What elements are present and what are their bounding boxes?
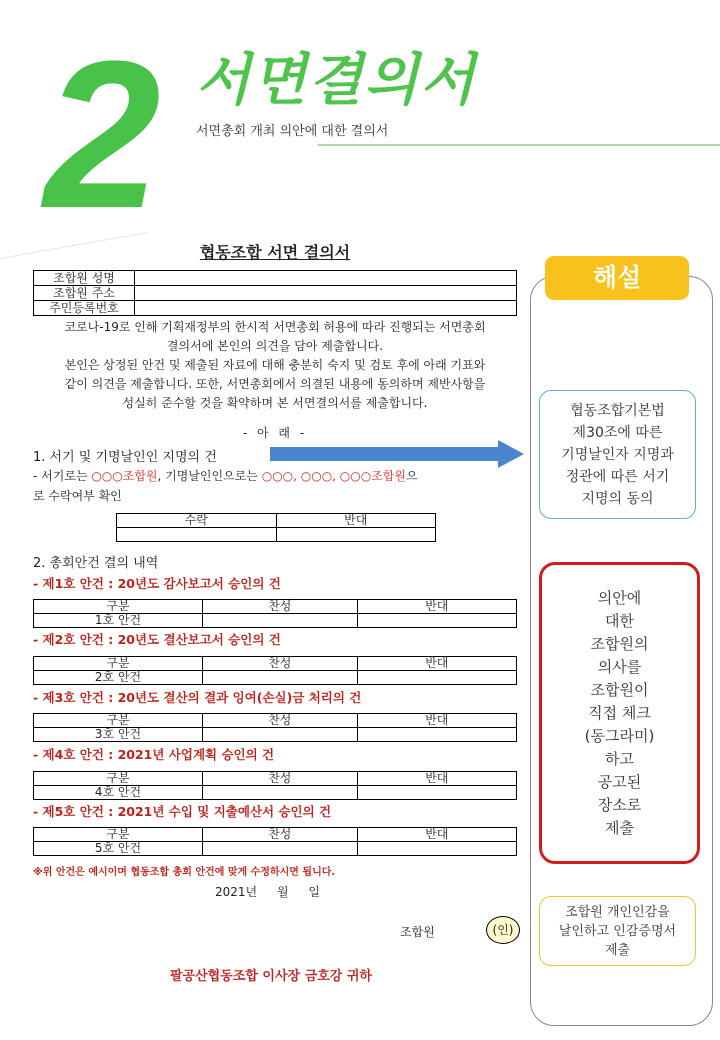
- oppose-cell[interactable]: [357, 786, 516, 800]
- section1-vote-table: [116, 513, 436, 542]
- addressee: 팔공산협동조합 이사장 금호강 귀하: [170, 969, 372, 984]
- arrow-right-icon: [270, 447, 500, 461]
- approve-cell[interactable]: [203, 671, 358, 685]
- section1-line2: 로 수락여부 확인: [33, 489, 122, 503]
- table-row: [117, 514, 436, 528]
- table-row: [34, 714, 517, 728]
- agenda-row-label: 5호 안건: [34, 842, 203, 856]
- division-header: 구분: [34, 714, 203, 728]
- division-header: 구분: [34, 657, 203, 671]
- explanation-text-2: 의안에 대한 조합원의 의사를 조합원이 직접 체크 (동그라미) 하고 공고된 장소로 제출: [584, 588, 655, 837]
- below-heading: - 아 래 -: [242, 426, 308, 440]
- table-row: [34, 772, 517, 786]
- approve-cell[interactable]: [203, 842, 358, 856]
- oppose-header: 반대: [357, 600, 516, 614]
- approve-cell[interactable]: [203, 614, 358, 628]
- approve-header: 찬성: [203, 714, 358, 728]
- agenda-2-title: - 제2호 안건 : 20년도 결산보고서 승인의 건: [33, 632, 281, 647]
- section1-line1-prefix: - 서기로는: [33, 469, 92, 483]
- oppose-cell[interactable]: [357, 671, 516, 685]
- resident-number-label: 주민등록번호: [34, 301, 135, 316]
- oppose-header: 반대: [357, 714, 516, 728]
- explanation-text-3: 조합원 개인인감을 날인하고 인감증명서 제출: [558, 904, 677, 958]
- agenda-row-label: 1호 안건: [34, 614, 203, 628]
- approve-cell[interactable]: [203, 728, 358, 742]
- section2-title: 2. 총회안건 결의 내역: [33, 556, 159, 571]
- member-address-label: 조합원 주소: [34, 286, 135, 301]
- table-row: [34, 842, 517, 856]
- oppose-header: 반대: [357, 772, 516, 786]
- oppose-header: 반대: [357, 828, 516, 842]
- oppose-cell[interactable]: [357, 842, 516, 856]
- agenda-5-title: - 제5호 안건 : 2021년 수입 및 지출예산서 승인의 건: [33, 804, 332, 819]
- oppose-cell[interactable]: [357, 728, 516, 742]
- explanation-box-voting: [539, 562, 700, 864]
- table-row: [34, 286, 517, 301]
- table-row: [34, 657, 517, 671]
- division-header: 구분: [34, 772, 203, 786]
- section1-line1: [33, 466, 418, 486]
- page-subtitle: 서면총회 개최 의안에 대한 결의서: [196, 124, 389, 139]
- section1-title: 1. 서기 및 기명날인인 지명의 건: [33, 450, 217, 465]
- agenda-row-label: 4호 안건: [34, 786, 203, 800]
- agenda-4-title: - 제4호 안건 : 2021년 사업계획 승인의 건: [33, 747, 275, 762]
- member-signature-label: 조합원: [400, 925, 435, 939]
- table-row: [34, 600, 517, 614]
- explanation-header: 해설: [545, 256, 689, 300]
- header-divider: [318, 144, 720, 146]
- table-row: [34, 301, 517, 316]
- agenda-1-vote-table: [33, 599, 517, 628]
- approve-header: 찬성: [203, 772, 358, 786]
- intro-paragraph-2: 본인은 상정된 안건 및 제출된 자료에 대해 충분히 숙지 및 검토 후에 아래 기표와 같이 의견을 제출합니다. 또한, 서면총회에서 의결된 내용에 동의하며 제반사항을 성실히 준수할 것을 확약하며 본 서면결의서를 제출합니다.: [64, 358, 486, 410]
- table-row: [34, 828, 517, 842]
- section-number: 2: [44, 17, 161, 252]
- table-row: [34, 728, 517, 742]
- division-header: 구분: [34, 828, 203, 842]
- table-row: [117, 528, 436, 542]
- table-row: [34, 271, 517, 286]
- agenda-4-vote-table: [33, 771, 517, 800]
- agenda-3-title: - 제3호 안건 : 20년도 결산의 결과 잉여(손실)금 처리의 건: [33, 690, 362, 705]
- signatory-names: ○○○, ○○○, ○○○조합원: [261, 469, 406, 483]
- oppose-header: 반대: [357, 657, 516, 671]
- agenda-note: ※위 안건은 예시이며 협동조합 총회 안건에 맞게 수정하시면 됩니다.: [33, 867, 336, 878]
- section1-line1-mid: , 기명날인인으로는: [157, 469, 262, 483]
- explanation-box-seal: [539, 896, 696, 966]
- explanation-text-1: 협동조합기본법 제30조에 따른 기명날인자 지명과 정관에 따른 서기 지명의 동의: [561, 402, 674, 507]
- oppose-cell[interactable]: [357, 614, 516, 628]
- secretary-name: ○○○조합원: [91, 469, 158, 483]
- agenda-5-vote-table: [33, 827, 517, 856]
- member-name-label: 조합원 성명: [34, 271, 135, 286]
- agenda-row-label: 2호 안건: [34, 671, 203, 685]
- member-address-field[interactable]: [135, 286, 517, 301]
- oppose-header: 반대: [276, 514, 436, 528]
- approve-header: 찬성: [203, 600, 358, 614]
- agenda-2-vote-table: [33, 656, 517, 685]
- section1-line1-suffix: 으: [406, 469, 418, 483]
- document-title: 협동조합 서면 결의서: [199, 243, 351, 262]
- arrow-head-icon: [498, 440, 524, 468]
- approve-header: 찬성: [203, 828, 358, 842]
- table-row: [34, 614, 517, 628]
- seal-mark[interactable]: (인): [486, 916, 520, 944]
- agenda-row-label: 3호 안건: [34, 728, 203, 742]
- approve-header: 찬성: [203, 657, 358, 671]
- division-header: 구분: [34, 600, 203, 614]
- table-row: [34, 786, 517, 800]
- table-row: [34, 671, 517, 685]
- submission-date: 2021년 월 일: [215, 885, 320, 899]
- member-info-table: [33, 270, 517, 316]
- member-name-field[interactable]: [135, 271, 517, 286]
- accept-cell[interactable]: [117, 528, 277, 542]
- approve-cell[interactable]: [203, 786, 358, 800]
- agenda-1-title: - 제1호 안건 : 20년도 감사보고서 승인의 건: [33, 576, 281, 591]
- explanation-box-secretary: [539, 390, 696, 519]
- agenda-3-vote-table: [33, 713, 517, 742]
- resident-number-field[interactable]: [135, 301, 517, 316]
- accept-header: 수락: [117, 514, 277, 528]
- intro-paragraph-1: 코로나-19로 인해 기획재정부의 한시적 서면총회 허용에 따라 진행되는 서면총회 결의서에 본인의 의견을 담아 제출합니다.: [64, 320, 486, 353]
- oppose-cell[interactable]: [276, 528, 436, 542]
- page-title: 서면결의서: [196, 48, 477, 111]
